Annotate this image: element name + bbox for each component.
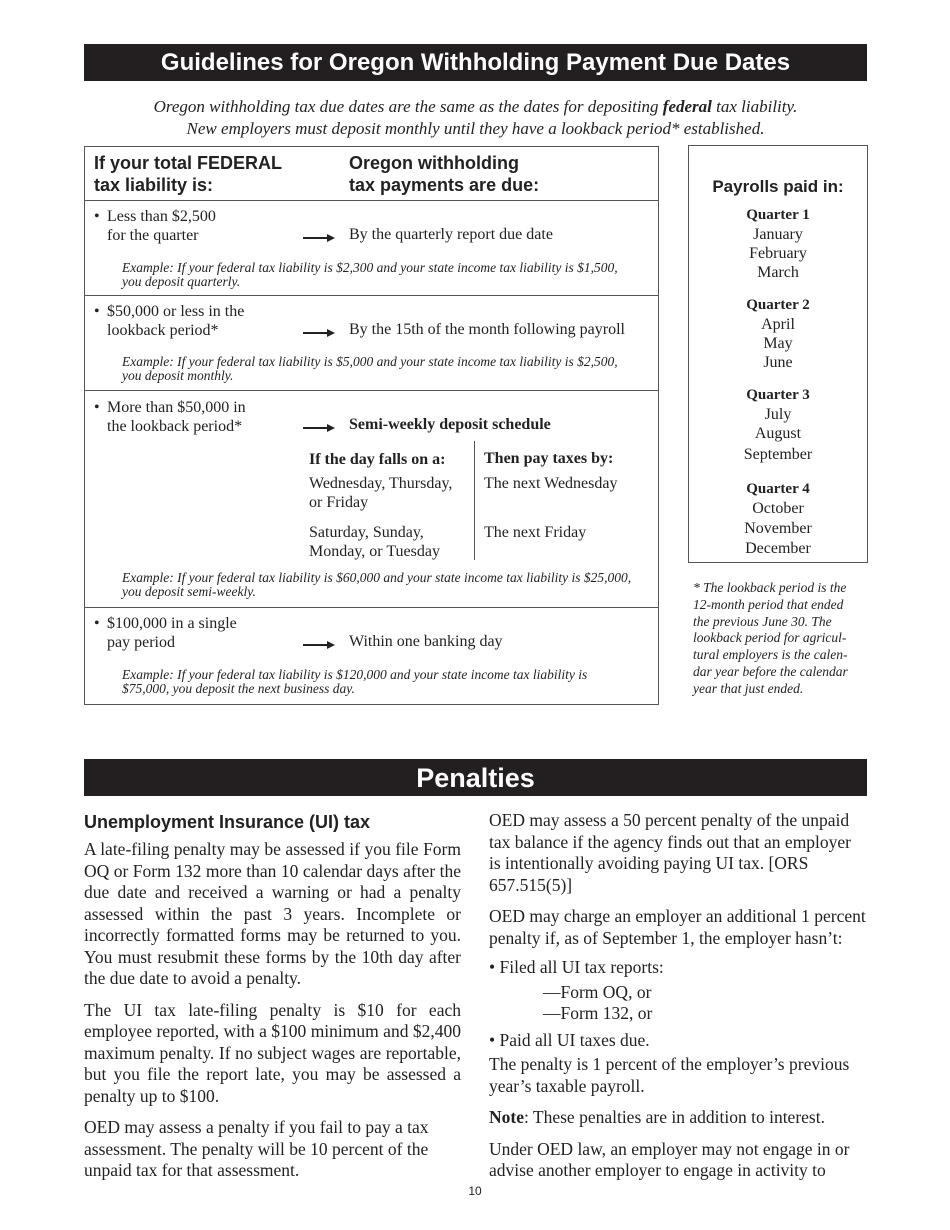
quarter-title: Quarter 2 xyxy=(746,297,810,313)
quarter-group xyxy=(689,206,867,282)
penalties-left-column xyxy=(84,839,461,1182)
example-line1: Example: If your federal tax liability is $60,000 and your state income tax liability is $25,000, xyxy=(122,570,632,585)
page-title: Guidelines for Oregon Withholding Payment Due Dates xyxy=(160,49,791,76)
day-line1: Saturday, Sunday, xyxy=(309,524,424,541)
month: December xyxy=(745,540,811,557)
penalties-banner xyxy=(84,759,867,796)
divider xyxy=(85,607,658,608)
month: August xyxy=(754,425,802,442)
semiweekly-pay-header: Then pay taxes by: xyxy=(484,450,614,467)
example-text xyxy=(122,571,652,599)
col2-header-line2: tax payments are due: xyxy=(349,175,540,195)
arrow-right-icon xyxy=(303,639,335,651)
intro-line1-bold: federal xyxy=(662,97,712,116)
month: October xyxy=(752,500,804,517)
day-line2: or Friday xyxy=(309,494,369,511)
quarter-group xyxy=(689,296,867,372)
quarter-group xyxy=(689,386,867,464)
table-row-condition: • More than $50,000 in the lookback period* xyxy=(94,399,246,435)
condition-line2: lookback period* xyxy=(107,322,219,339)
page-number: 10 xyxy=(468,1184,482,1198)
lookback-footnote xyxy=(693,580,865,698)
example-line1: Example: If your federal tax liability is $5,000 and your state income tax liability is $2,500, xyxy=(122,354,618,369)
due-text: By the quarterly report due date xyxy=(349,226,553,243)
footnote-line: * The lookback period is the xyxy=(693,580,847,595)
condition-line2: the lookback period* xyxy=(107,418,243,435)
condition-line1: $50,000 or less in the xyxy=(107,303,245,320)
semiweekly-day-header: If the day falls on a: xyxy=(309,451,446,468)
paragraph: OED may assess a 50 percent penalty of the unpaid tax balance if the agency finds out that an employer is intentionally avoiding paying UI tax. [ORS 657.515(5)] xyxy=(489,810,852,895)
table-row-condition: • $50,000 or less in the lookback period* xyxy=(94,303,245,339)
penalties-right-column xyxy=(489,810,867,1182)
col2-header-line1: Oregon withholding xyxy=(349,153,519,173)
month: November xyxy=(744,520,812,537)
footnote-line: 12-month period that ended xyxy=(693,596,844,612)
ui-tax-heading: Unemployment Insurance (UI) tax xyxy=(84,812,371,832)
example-line1: Example: If your federal tax liability is $2,300 and your state income tax liability is $1,500, xyxy=(122,260,618,275)
penalties-title: Penalties xyxy=(416,763,535,793)
due-text: Semi-weekly deposit schedule xyxy=(349,416,551,433)
intro-line1-pre: Oregon withholding tax due dates are the same as the dates for depositing xyxy=(153,97,663,116)
month: February xyxy=(749,245,807,262)
bullet-text: Paid all UI taxes due. xyxy=(499,1029,650,1050)
divider xyxy=(85,390,658,391)
example-line2: $75,000, you deposit the next business day. xyxy=(122,681,355,696)
day-line2: Monday, or Tuesday xyxy=(309,543,440,560)
intro-line2: New employers must deposit monthly until they have a lookback period* established. xyxy=(186,119,765,138)
due-dates-table xyxy=(84,146,659,705)
table-row-condition: • $100,000 in a single pay period xyxy=(94,615,237,651)
semiweekly-pay-cell: The next Wednesday xyxy=(484,475,618,492)
month: June xyxy=(763,354,793,371)
paragraph: Under OED law, an employer may not engage in or advise another employer to engage in activity to xyxy=(489,1138,850,1180)
month: April xyxy=(761,316,795,333)
example-text xyxy=(122,668,652,696)
footnote-line: dar year before the calendar xyxy=(693,663,848,679)
footnote-line: the previous June 30. The xyxy=(693,613,832,629)
paragraph: OED may charge an employer an additional 1 percent penalty if, as of September 1, the employer hasn’t: xyxy=(489,906,866,948)
sub-item: —Form 132, or xyxy=(543,1003,653,1023)
condition-line2: for the quarter xyxy=(107,227,199,244)
intro-line1-post: tax liability. xyxy=(711,97,798,116)
page-title-banner xyxy=(84,44,867,81)
footnote-line: lookback period for agricul- xyxy=(693,630,847,646)
condition-line1: Less than $2,500 xyxy=(107,208,216,225)
month: January xyxy=(753,226,803,243)
example-line2: you deposit monthly. xyxy=(122,368,234,383)
month: May xyxy=(763,335,793,352)
month: September xyxy=(743,446,813,463)
divider xyxy=(85,200,658,201)
bullet-item: • Paid all UI taxes due. xyxy=(489,1029,650,1050)
due-text: Within one banking day xyxy=(349,633,503,650)
sub-item: —Form OQ, or xyxy=(543,981,652,1002)
quarter-title: Quarter 4 xyxy=(746,481,810,497)
example-line1: Example: If your federal tax liability is $120,000 and your state income tax liability is xyxy=(122,667,588,682)
due-text: By the 15th of the month following payroll xyxy=(349,321,625,338)
paragraph: OED may assess a penalty if you fail to pay a tax assessment. The penalty will be 10 percent of the unpaid tax for that assessment. xyxy=(84,1117,429,1180)
table-row-condition: • Less than $2,500 for the quarter xyxy=(94,208,216,244)
example-text xyxy=(122,355,652,383)
quarter-title: Quarter 3 xyxy=(746,387,810,403)
arrow-right-icon xyxy=(303,422,335,434)
bullet-item: • Filed all UI tax reports: xyxy=(489,957,664,977)
semiweekly-pay-cell: The next Friday xyxy=(484,524,587,541)
note-text: : These penalties are in addition to interest. xyxy=(523,1107,825,1127)
footnote-line: year that just ended. xyxy=(693,680,804,696)
col1-header-line1: If your total FEDERAL xyxy=(94,153,282,173)
note-paragraph xyxy=(489,1107,867,1129)
arrow-right-icon xyxy=(303,232,335,244)
example-line2: you deposit semi-weekly. xyxy=(122,584,256,599)
condition-line1: More than $50,000 in xyxy=(107,399,246,416)
semiweekly-day-cell xyxy=(309,474,452,512)
col1-header xyxy=(94,152,282,196)
example-text xyxy=(122,261,652,289)
month: July xyxy=(764,406,792,423)
intro-text xyxy=(84,96,867,140)
payrolls-heading: Payrolls paid in: xyxy=(712,177,844,196)
month: March xyxy=(757,264,799,281)
bullet-text: Filed all UI tax reports: xyxy=(499,957,664,977)
semiweekly-day-cell xyxy=(309,523,440,561)
day-line1: Wednesday, Thursday, xyxy=(309,475,453,492)
divider xyxy=(85,295,658,296)
paragraph: A late-filing penalty may be assessed if you file Form OQ or Form 132 more than 10 calendar days after the due date and received a warning or had a penalty assessed within the past 3 years. Incomplete or incorrectly formatted forms may be returned to you. You must resubmit these forms by the 10th day after the due date to avoid a penalty. xyxy=(84,839,461,988)
condition-line1: $100,000 in a single xyxy=(107,615,237,632)
arrow-right-icon xyxy=(303,327,335,339)
quarter-title: Quarter 1 xyxy=(746,207,810,223)
footnote-line: tural employers is the calen- xyxy=(693,647,848,663)
paragraph: The penalty is 1 percent of the employer’s previous year’s taxable payroll. xyxy=(489,1054,850,1096)
paragraph: The UI tax late-filing penalty is $10 for each employee reported, with a $100 minimum and $2,400 maximum penalty. If no subject wages are reportable, but you file the report late, you may be assessed a penalty up to $100. xyxy=(84,999,461,1106)
note-label: Note xyxy=(489,1107,524,1127)
col2-header xyxy=(349,152,539,196)
semiweekly-divider xyxy=(474,441,475,560)
quarter-group xyxy=(689,480,867,558)
col1-header-line2: tax liability is: xyxy=(94,175,214,195)
example-line2: you deposit quarterly. xyxy=(122,274,241,289)
condition-line2: pay period xyxy=(107,634,175,651)
payrolls-box xyxy=(688,145,868,563)
